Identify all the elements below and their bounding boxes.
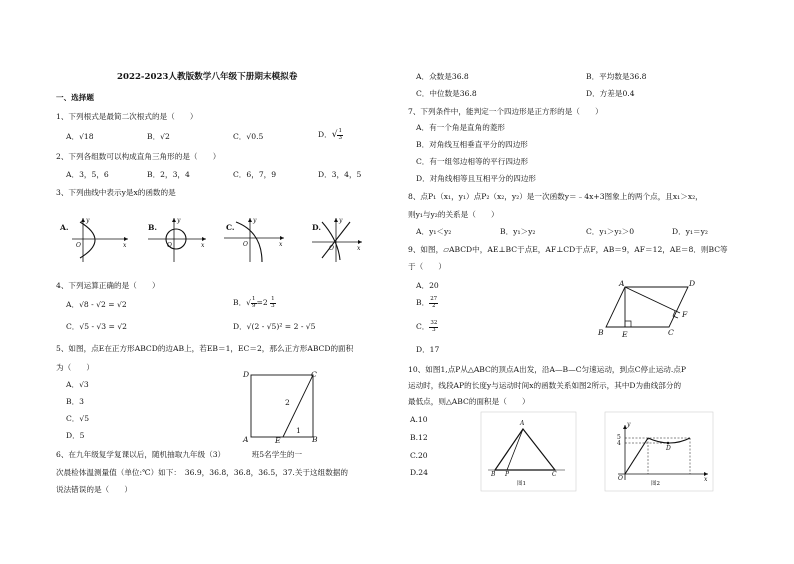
vertex-label: E	[622, 330, 628, 339]
graph-label: A.	[60, 223, 69, 232]
fraction-numerator: 27	[430, 296, 438, 302]
axis-label: x	[279, 241, 283, 248]
option-d: D.24	[410, 468, 428, 477]
option-a: A．众数是36.8	[416, 72, 469, 81]
option-b: B．y₁＞y₂	[500, 227, 536, 236]
fraction-numerator: 1	[338, 128, 342, 134]
option-d: D．y₁＝y₂	[672, 227, 708, 236]
length-label: 2	[285, 398, 290, 407]
axis-label: x	[123, 242, 127, 249]
axis-label: y	[86, 217, 90, 224]
fraction-denominator: 2	[431, 302, 436, 309]
question-stem: 5、如图，点E在正方形ABCD的边AB上，若EB＝1，EC＝2，那么正方形ABCD的面积	[56, 344, 354, 353]
option-a: A．√18	[66, 132, 94, 141]
option-a: A．20	[416, 281, 439, 290]
equals-text: =2	[256, 298, 268, 307]
vertex-label: B	[598, 328, 604, 337]
axis-label: x	[357, 245, 361, 252]
origin-label: O	[167, 242, 172, 249]
tick-label: 5	[617, 434, 621, 441]
option-d: D．√ $\frac{1}{3}$	[318, 128, 342, 141]
origin-label: O	[76, 242, 81, 249]
point-label: D	[666, 445, 671, 452]
option-a: A.10	[410, 415, 428, 424]
vertex-label: B	[312, 435, 318, 444]
option-c: C．6，7，9	[233, 170, 277, 179]
option-d: D．5	[66, 431, 85, 440]
vertex-label: A	[243, 435, 249, 444]
axis-label: y	[339, 217, 343, 224]
axis-label: x	[704, 476, 708, 483]
option-b: B．3	[66, 397, 85, 406]
question-stem-cont: 最低点，则△ABC的面积是（ ）	[408, 397, 530, 406]
vertex-label: D	[243, 370, 250, 379]
option-a: A．√3	[66, 380, 89, 389]
question-stem: 9、如图，▱ABCD中，AE⊥BC于点E，AF⊥CD于点F，AB＝9，AF＝12，AE＝8．则BC等	[408, 245, 728, 254]
option-c: C．y₁＞y₂＞0	[586, 227, 635, 236]
option-a: A．√8 - √2 = √2	[66, 300, 127, 309]
fraction-denominator: 3	[432, 326, 436, 333]
origin-label: O	[243, 241, 248, 248]
vertex-label: E	[275, 436, 281, 445]
fraction-denominator: 3	[271, 302, 275, 309]
option-d: D．3，4，5	[318, 170, 362, 179]
point-label: P	[505, 471, 510, 478]
option-b: B.12	[410, 433, 428, 442]
tick-label: 4	[617, 440, 621, 447]
figure-caption: 图2	[651, 481, 660, 487]
graph-label: D.	[312, 223, 321, 232]
option-c: C.20	[410, 451, 428, 460]
option-b: B．2，3，4	[147, 170, 190, 179]
vertex-label: D	[689, 279, 696, 288]
option-c: C．√5	[66, 414, 90, 423]
fraction-denominator: 3	[338, 134, 342, 141]
question-stem: 3、下列曲线中表示y是x的函数的是	[56, 188, 176, 197]
question-stem-cont: 为（ ）	[56, 363, 94, 372]
fraction-numerator: 1	[271, 296, 275, 302]
option-label: C．	[416, 322, 430, 331]
vertex-label: C	[668, 328, 674, 337]
vertex-label: A	[619, 279, 625, 288]
question-stem-cont: 说法错误的是（ ）	[56, 485, 132, 494]
option-d: D．√(2 - √5)² = 2 - √5	[233, 322, 316, 331]
option-b: B．对角线互相垂直平分的四边形	[416, 140, 528, 149]
question-stem: 1、下列根式是最简二次根式的是（ ）	[56, 112, 198, 121]
fraction-numerator: 1	[252, 296, 256, 302]
option-c: C．有一组邻边相等的平行四边形	[416, 157, 529, 166]
section-heading: 一、选择题	[56, 93, 94, 102]
question-stem: 2、下列各组数可以构成直角三角形的是（ ）	[56, 152, 221, 161]
option-c: C．中位数是36.8	[416, 89, 477, 98]
axis-label: y	[177, 217, 181, 224]
fraction-numerator: 32	[430, 320, 438, 326]
question-stem-cont: 运动时，线段AP的长度y与运动时间x的函数关系如图2所示，其中D为曲线部分的	[408, 381, 682, 390]
option-label: D．	[318, 130, 332, 139]
page-title: 2022-2023人教版数学八年级下册期末模拟卷	[117, 72, 298, 82]
option-b: B．√2	[147, 132, 170, 141]
vertex-label: A	[520, 420, 525, 427]
option-a: A．有一个角是直角的菱形	[416, 123, 506, 132]
option-c: C．√0.5	[233, 132, 264, 141]
origin-label: O	[329, 245, 334, 252]
axis-label: x	[201, 242, 205, 249]
question-stem-cont: 于（ ）	[408, 262, 446, 271]
graph-label: B.	[148, 223, 158, 232]
option-d: D．17	[416, 345, 440, 354]
question-stem-cont: 次晨检体温测量值（单位:℃）如下： 36.9，36.8，36.8，36.5，37.关于这组数据的	[56, 468, 348, 477]
axis-label: y	[627, 421, 631, 428]
option-label: B．√	[233, 298, 252, 307]
option-label: B．	[416, 298, 430, 307]
option-d: D．方差是0.4	[586, 89, 635, 98]
figure-caption: 图1	[517, 481, 526, 487]
question-stem: 6、在九年级复学复课以后，随机抽取九年级（3） 班5名学生的一	[56, 450, 303, 459]
vertex-label: C	[552, 471, 557, 478]
length-label: 1	[296, 426, 301, 435]
question-stem: 8、点P₁（x₁，y₁）点P₂（x₂，y₂）是一次函数y＝﹣4x+3图象上的两个点，且x₁＞x₂，	[408, 192, 703, 201]
graph-label: C.	[226, 223, 235, 232]
option-a: A．3，5，6	[66, 170, 109, 179]
option-a: A．y₁＜y₂	[416, 227, 452, 236]
origin-label: O	[618, 475, 623, 482]
fraction-denominator: 9	[252, 302, 256, 309]
option-d: D．对角线相等且互相平分的四边形	[416, 174, 536, 183]
option-c: C．√5 - √3 = √2	[66, 322, 127, 331]
question-stem: 7、下列条件中，能判定一个四边形是正方形的是（ ）	[408, 107, 603, 116]
question-stem: 10、如图1,点P从△ABC的顶点A出发，沿A—B—C匀速运动，到点C停止运动.点P	[408, 365, 686, 374]
vertex-label: B	[491, 471, 496, 478]
vertex-label: F	[682, 310, 688, 319]
vertex-label: C	[311, 370, 317, 379]
option-b: B．平均数是36.8	[586, 72, 647, 81]
question-stem-cont: 则y₁与y₂的关系是（ ）	[408, 210, 499, 219]
question-stem: 4、下列运算正确的是（ ）	[56, 281, 160, 290]
axis-label: y	[253, 217, 257, 224]
